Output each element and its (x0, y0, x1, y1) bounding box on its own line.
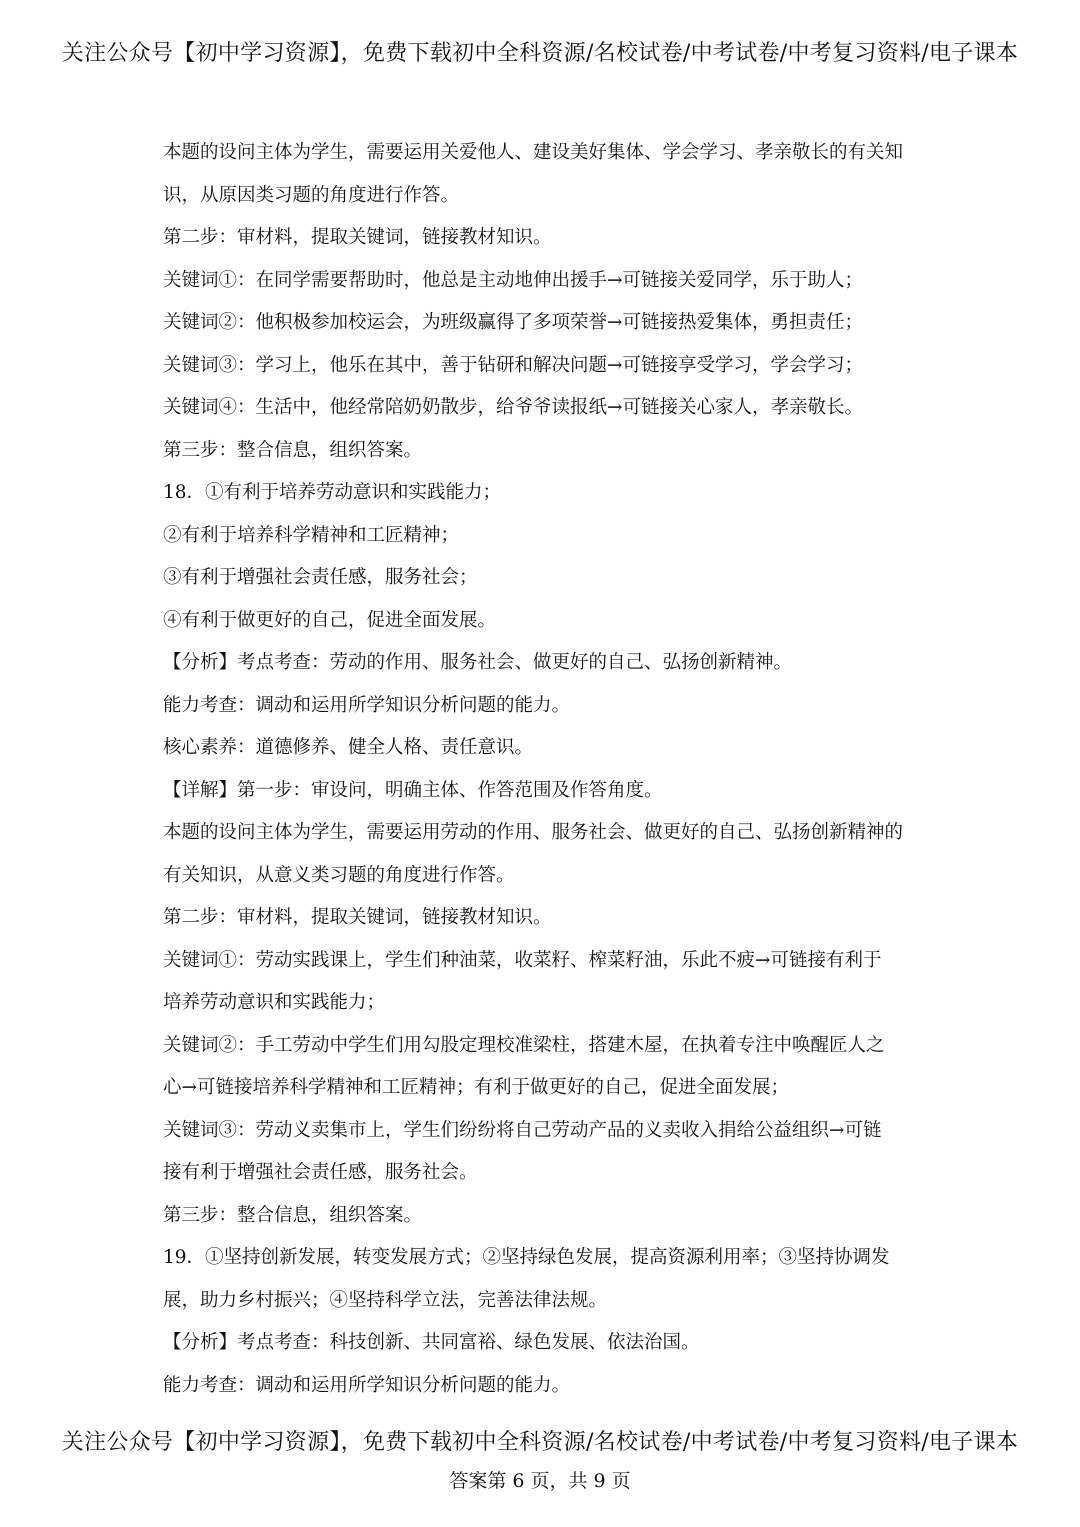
body-line: ③有利于增强社会责任感，服务社会； (163, 567, 478, 588)
body-line: 能力考查：调动和运用所学知识分析问题的能力。 (163, 1374, 571, 1396)
body-line: 核心素养：道德修养、健全人格、责任意识。 (163, 737, 534, 758)
body-line: 识，从原因类习题的角度进行作答。 (163, 184, 460, 206)
body-line: 【分析】考点考查：劳动的作用、服务社会、做更好的自己、弘扬创新精神。 (163, 652, 793, 673)
body-line: 展，助力乡村振兴；④坚持科学立法，完善法律法规。 (163, 1289, 608, 1311)
page-number: 答案第 6 页，共 9 页 (449, 1470, 631, 1492)
body-line: 关键词②：手工劳动中学生们用勾股定理校准梁柱，搭建木屋，在执着专注中唤醒匠人之 (163, 1034, 885, 1056)
body-line: 第二步：审材料，提取关键词，链接教材知识。 (163, 227, 552, 248)
body-line: 能力考查：调动和运用所学知识分析问题的能力。 (163, 694, 571, 716)
body-line: 心→可链接培养科学精神和工匠精神；有利于做更好的自己，促进全面发展； (163, 1077, 790, 1098)
body-line: 有关知识，从意义类习题的角度进行作答。 (163, 864, 515, 886)
body-line: 关键词③：劳动义卖集市上，学生们纷纷将自己劳动产品的义卖收入捐给公益组织→可链 (163, 1119, 882, 1141)
body-line: 第三步：整合信息，组织答案。 (163, 439, 423, 461)
body-line: 关键词①：在同学需要帮助时，他总是主动地伸出援手→可链接关爱同学，乐于助人； (163, 269, 864, 291)
body-line: ④有利于做更好的自己，促进全面发展。 (163, 609, 497, 631)
footer-banner: 关注公众号【初中学习资源】，免费下载初中全科资源/名校试卷/中考试卷/中考复习资料/电子课本 (61, 1430, 1019, 1455)
body-line: 接有利于增强社会责任感，服务社会。 (163, 1162, 478, 1183)
header-banner: 关注公众号【初中学习资源】，免费下载初中全科资源/名校试卷/中考试卷/中考复习资料/电子课本 (61, 41, 1019, 66)
body-line: 关键词③：学习上，他乐在其中，善于钻研和解决问题→可链接享受学习，学会学习； (163, 354, 864, 376)
body-line: 19．①坚持创新发展，转变发展方式；②坚持绿色发展，提高资源利用率；③坚持协调发 (163, 1247, 890, 1268)
body-line: 关键词①：劳动实践课上，学生们种油菜，收菜籽、榨菜籽油，乐此不疲→可链接有利于 (163, 949, 882, 971)
body-line: 第二步：审材料，提取关键词，链接教材知识。 (163, 907, 552, 928)
body-line: ②有利于培养科学精神和工匠精神； (163, 524, 460, 546)
body-line: 【详解】第一步：审设问，明确主体、作答范围及作答角度。 (163, 779, 663, 801)
body-line: 培养劳动意识和实践能力； (163, 992, 386, 1013)
body-line: 关键词④：生活中，他经常陪奶奶散步，给爷爷读报纸→可链接关心家人，孝亲敬长。 (163, 397, 864, 418)
answer-body (163, 138, 933, 1413)
body-line: 18．①有利于培养劳动意识和实践能力； (163, 482, 502, 503)
body-line: 本题的设问主体为学生，需要运用劳动的作用、服务社会、做更好的自己、弘扬创新精神的 (163, 822, 904, 843)
body-line: 【分析】考点考查：科技创新、共同富裕、绿色发展、依法治国。 (163, 1332, 700, 1353)
body-line: 本题的设问主体为学生，需要运用关爱他人、建设美好集体、学会学习、孝亲敬长的有关知 (163, 142, 904, 163)
body-line: 关键词②：他积极参加校运会，为班级赢得了多项荣誉→可链接热爱集体，勇担责任； (163, 312, 864, 333)
body-line: 第三步：整合信息，组织答案。 (163, 1204, 423, 1226)
